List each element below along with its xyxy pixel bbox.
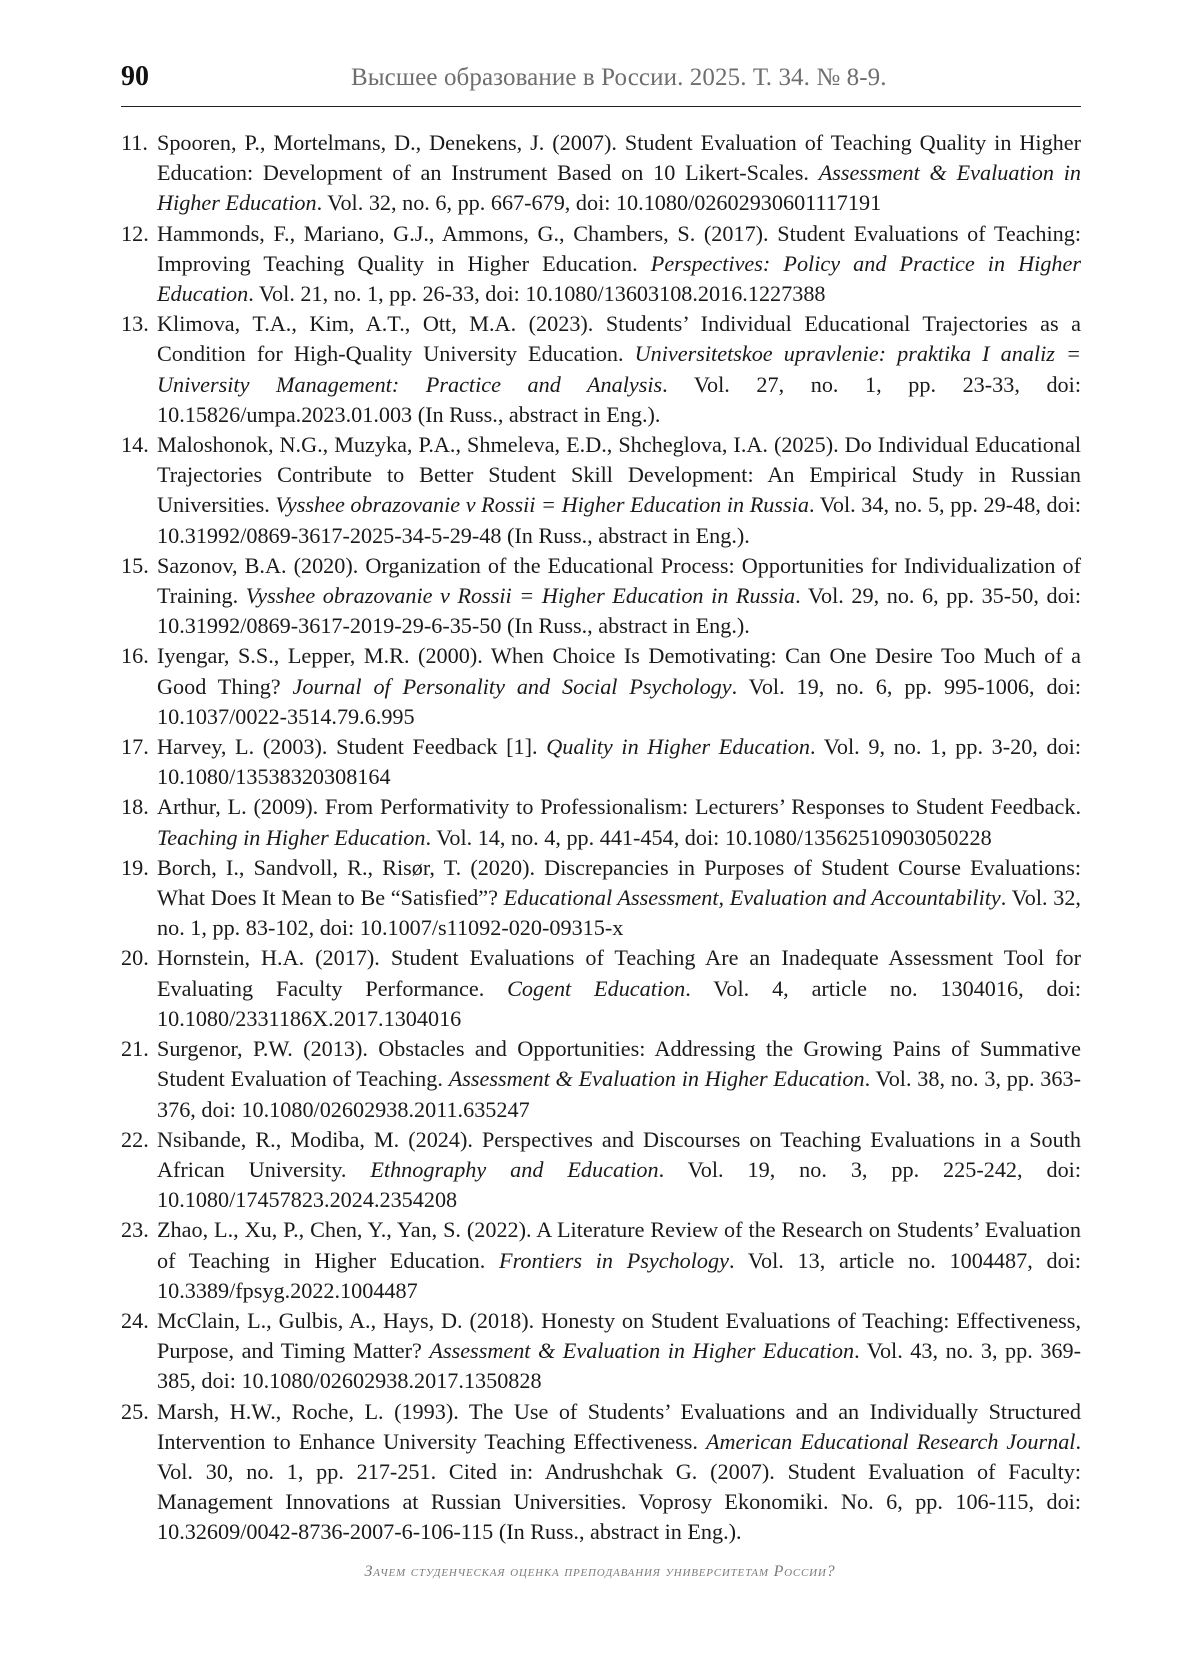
journal-title: Высшее образование в России. 2025. Т. 34. № 8-9. <box>351 64 887 91</box>
reference-source-title: Ethnography and Education <box>370 1156 659 1182</box>
reference-item <box>121 1034 1081 1125</box>
reference-number: 23. <box>121 1217 149 1243</box>
reference-number: 21. <box>121 1036 149 1062</box>
reference-number: 12. <box>121 220 149 246</box>
reference-source-title: Journal of Personality and Social Psychology <box>292 673 732 699</box>
reference-source-title: Quality in Higher Education <box>546 734 810 760</box>
reference-number: 25. <box>121 1398 149 1424</box>
reference-item <box>121 1397 1081 1548</box>
reference-source-title: Assessment & Evaluation in Higher Education <box>448 1066 865 1092</box>
reference-number: 11. <box>121 130 148 155</box>
reference-item <box>121 792 1081 852</box>
page-header <box>121 62 1081 107</box>
page-number: 90 <box>121 61 149 92</box>
reference-source-title: Assessment & Evaluation in Higher Education <box>429 1338 855 1364</box>
reference-item <box>121 943 1081 1034</box>
reference-source-title: Frontiers in Psychology <box>499 1247 729 1273</box>
reference-text: Hornstein, H.A. (2017). Student Evaluations of Teaching Are an Inadequate Assessment Tool for Evaluating Faculty Performance. Cogent Education. Vol. 4, article no. 1304016, doi: 10.1080/2331186X.2017.1304016 <box>157 945 1081 1031</box>
reference-number: 14. <box>121 432 149 458</box>
reference-number: 17. <box>121 734 149 760</box>
reference-item <box>121 853 1081 944</box>
reference-item <box>121 309 1081 430</box>
reference-number: 18. <box>121 794 149 820</box>
reference-source-title: Assessment & Evaluation in Higher Education <box>157 160 1082 216</box>
reference-source-title: Vysshee obrazovanie v Rossii = Higher Education in Russia <box>275 492 809 518</box>
reference-text: McClain, L., Gulbis, A., Hays, D. (2018). Honesty on Student Evaluations of Teaching: Effectiveness, Purpose, and Timing Matter? Assessment & Evaluation in Higher Education. Vol. 43, no. 3, pp. 369-385, doi: 10.1080/02602938.2017.1350828 <box>157 1307 1081 1394</box>
reference-text: Sazonov, B.A. (2020). Organization of the Educational Process: Opportunities for Individualization of Training. Vysshee obrazovanie v Rossii = Higher Education in Russia. Vol. 29, no. 6, pp. 35-50, doi: 10.31992/0869-3617-2019-29-6-35-50 (In Russ., abstract in Eng.). <box>157 552 1082 639</box>
reference-number: 22. <box>121 1126 149 1152</box>
reference-text: Maloshonok, N.G., Muzyka, P.A., Shmeleva, E.D., Shcheglova, I.A. (2025). Do Individual Educational Trajectories Contribute to Better Student Skill Development: An Empirical Study in Russian Universities. Vysshee obrazovanie v Rossii = Higher Education in Russia. Vol. 34, no. 5, pp. 29-48, doi: 10.31992/0869-3617-2025-34-5-29-48 (In Russ., abstract in Eng.). <box>157 432 1081 548</box>
reference-source-title: Universitetskoe upravlenie: praktika I analiz = University Management: Practice and Analysis <box>157 341 1081 397</box>
reference-item <box>121 641 1081 732</box>
reference-number: 19. <box>121 854 149 880</box>
reference-item <box>121 219 1081 310</box>
reference-text: Surgenor, P.W. (2013). Obstacles and Opportunities: Addressing the Growing Pains of Summative Student Evaluation of Teaching. Assessment & Evaluation in Higher Education. Vol. 38, no. 3, pp. 363-376, doi: 10.1080/02602938.2011.635247 <box>157 1036 1081 1122</box>
reference-item <box>121 732 1081 792</box>
reference-number: 16. <box>121 643 149 669</box>
reference-source-title: Perspectives: Policy and Practice in Higher Education <box>157 250 1082 307</box>
reference-item <box>121 1215 1081 1306</box>
reference-source-title: Teaching in Higher Education <box>157 824 426 850</box>
reference-item <box>121 1306 1081 1397</box>
reference-text: Borch, I., Sandvoll, R., Risør, T. (2020). Discrepancies in Purposes of Student Course Evaluations: What Does It Mean to Be “Satisfied”? Educational Assessment, Evaluation and Accountability. Vol. 32, no. 1, pp. 83-102, doi: 10.1007/s11092-020-09315-x <box>157 854 1081 941</box>
reference-text: Hammonds, F., Mariano, G.J., Ammons, G., Chambers, S. (2017). Student Evaluations of Teaching: Improving Teaching Quality in Higher Education. Perspectives: Policy and Practice in Higher Education. Vol. 21, no. 1, pp. 26-33, doi: 10.1080/13603108.2016.1227388 <box>157 220 1082 307</box>
reference-list <box>121 128 1081 1548</box>
reference-item <box>121 128 1081 219</box>
reference-source-title: American Educational Research Journal <box>705 1428 1076 1454</box>
reference-text: Marsh, H.W., Roche, L. (1993). The Use of Students’ Evaluations and an Individually Structured Intervention to Enhance University Teaching Effectiveness. American Educational Research Journal. Vol. 30, no. 1, pp. 217-251. Cited in: Andrushchak G. (2007). Student Evaluation of Faculty: Management Innovations at Russian Universities. Voprosy Ekonomiki. No. 6, pp. 106-115, doi: 10.32609/0042-8736-2007-6-106-115 (In Russ., abstract in Eng.). <box>157 1398 1081 1545</box>
reference-item <box>121 1125 1081 1216</box>
reference-text: Harvey, L. (2003). Student Feedback [1]. Quality in Higher Education. Vol. 9, no. 1, pp. 3-20, doi: 10.1080/13538320308164 <box>157 734 1081 790</box>
reference-item <box>121 551 1081 642</box>
reference-text: Nsibande, R., Modiba, M. (2024). Perspectives and Discourses on Teaching Evaluations in a South African University. Ethnography and Education. Vol. 19, no. 3, pp. 225-242, doi: 10.1080/17457823.2024.2354208 <box>157 1126 1081 1213</box>
reference-text: Klimova, T.A., Kim, A.T., Ott, M.A. (2023). Students’ Individual Educational Trajectories as a Condition for High-Quality University Education. Universitetskoe upravlenie: praktika I analiz = University Management: Practice and Analysis. Vol. 27, no. 1, pp. 23-33, doi: 10.15826/umpa.2023.01.003 (In Russ., abstract in Eng.). <box>157 311 1081 427</box>
reference-number: 15. <box>121 552 149 578</box>
reference-source-title: Cogent Education <box>507 975 686 1001</box>
reference-number: 13. <box>121 311 149 337</box>
reference-text: Spooren, P., Mortelmans, D., Denekens, J. (2007). Student Evaluation of Teaching Quality in Higher Education: Development of an Instrument Based on 10 Likert-Scales. Assessment & Evaluation in Higher Education. Vol. 32, no. 6, pp. 667-679, doi: 10.1080/02602930601117191 <box>157 130 1082 216</box>
reference-text: Iyengar, S.S., Lepper, M.R. (2000). When Choice Is Demotivating: Can One Desire Too Much of a Good Thing? Journal of Personality and Social Psychology. Vol. 19, no. 6, pp. 995-1006, doi: 10.1037/0022-3514.79.6.995 <box>157 643 1081 729</box>
reference-number: 20. <box>121 945 149 971</box>
reference-text: Arthur, L. (2009). From Performativity to Professionalism: Lecturers’ Responses to Student Feedback. Teaching in Higher Education. Vol. 14, no. 4, pp. 441-454, doi: 10.1080/13562510903050228 <box>157 794 1081 850</box>
reference-number: 24. <box>121 1307 149 1333</box>
reference-item <box>121 430 1081 551</box>
reference-text: Zhao, L., Xu, P., Chen, Y., Yan, S. (2022). A Literature Review of the Research on Students’ Evaluation of Teaching in Higher Education. Frontiers in Psychology. Vol. 13, article no. 1004487, doi: 10.3389/fpsyg.2022.1004487 <box>157 1217 1081 1303</box>
reference-source-title: Vysshee obrazovanie v Rossii = Higher Education in Russia <box>245 583 796 609</box>
running-footer: Зачем студенческая оценка преподавания университетам России? <box>364 1563 836 1580</box>
reference-source-title: Educational Assessment, Evaluation and Accountability <box>503 885 1001 911</box>
